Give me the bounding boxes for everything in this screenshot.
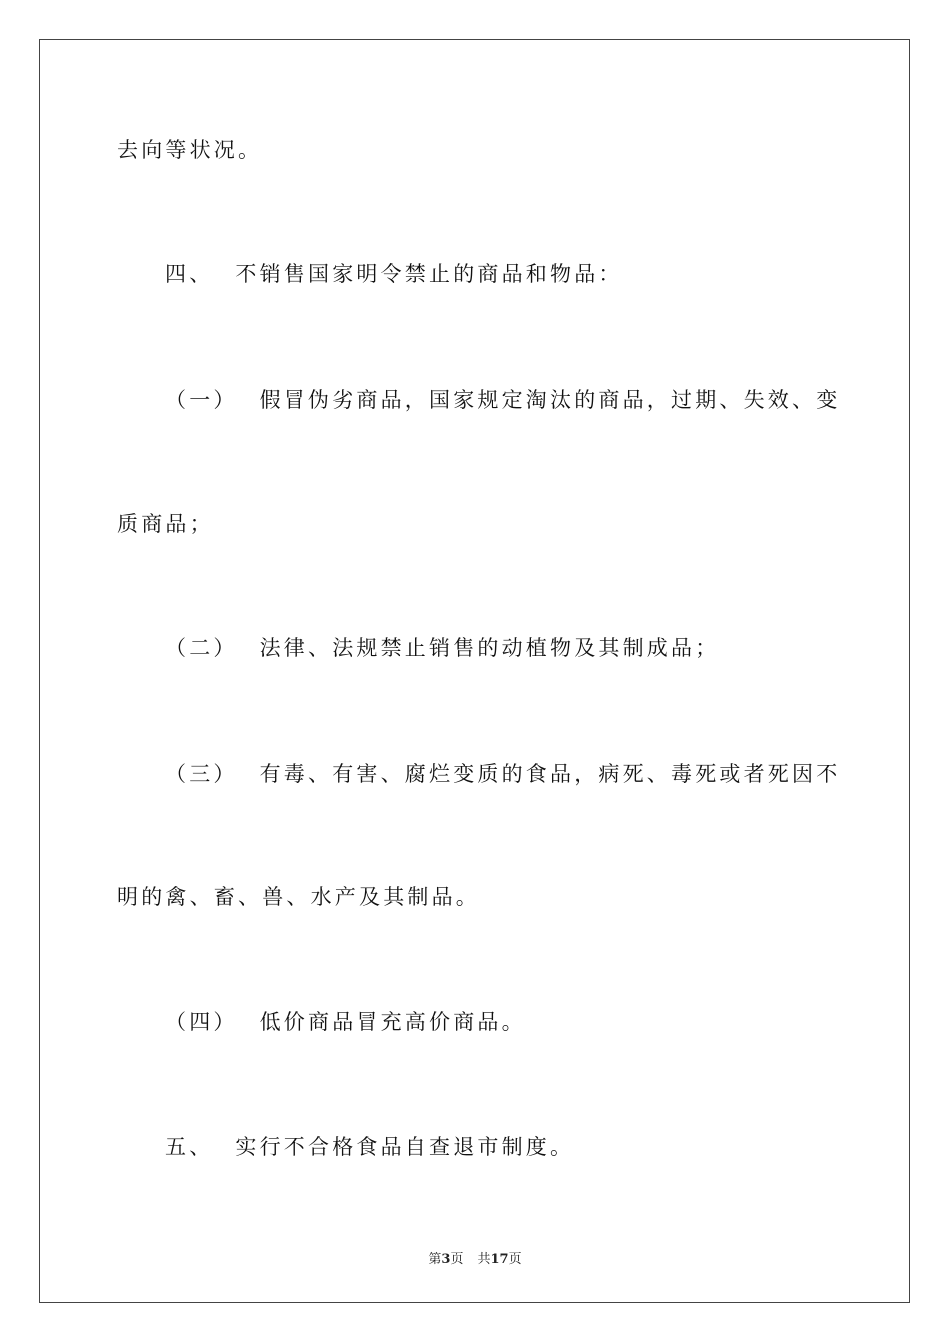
list-item-3-continuation (117, 887, 480, 908)
line-text: 假冒伪劣商品，国家规定淘汰的商品，过期、失效、变 (259, 388, 841, 412)
line-text: 有毒、有害、腐烂变质的食品，病死、毒死或者死因不 (259, 762, 841, 786)
line-text: 不销售国家明令禁止的商品和物品： (235, 262, 623, 286)
list-item-2 (165, 638, 719, 659)
item-number: （四） (165, 1010, 238, 1034)
line-text: 去向等状况。 (117, 138, 263, 162)
total-prefix: 共 (477, 1252, 491, 1267)
list-item-1 (165, 390, 840, 411)
line-text: 低价商品冒充高价商品。 (259, 1010, 526, 1034)
list-item-1-continuation (117, 514, 214, 535)
page-suffix: 页 (450, 1252, 464, 1267)
total-suffix: 页 (508, 1252, 522, 1267)
item-number: （一） (165, 388, 238, 412)
section-heading-5 (165, 1137, 574, 1158)
text-line-1 (117, 140, 262, 161)
item-number: （二） (165, 636, 238, 660)
section-heading-4 (165, 264, 623, 285)
page-border (39, 39, 910, 1303)
item-number: （三） (165, 762, 238, 786)
section-number: 四、 (165, 262, 214, 286)
line-text: 实行不合格食品自查退市制度。 (235, 1135, 575, 1159)
page-prefix: 第 (428, 1252, 442, 1267)
list-item-3 (165, 764, 840, 785)
line-text: 法律、法规禁止销售的动植物及其制成品； (259, 636, 720, 660)
page-number: 3 (441, 1252, 451, 1267)
page-footer (0, 1248, 950, 1267)
line-text: 明的禽、畜、兽、水产及其制品。 (117, 885, 480, 909)
total-pages: 17 (490, 1252, 509, 1267)
line-text: 质商品； (117, 512, 214, 536)
section-number: 五、 (165, 1135, 214, 1159)
list-item-4 (165, 1012, 526, 1033)
